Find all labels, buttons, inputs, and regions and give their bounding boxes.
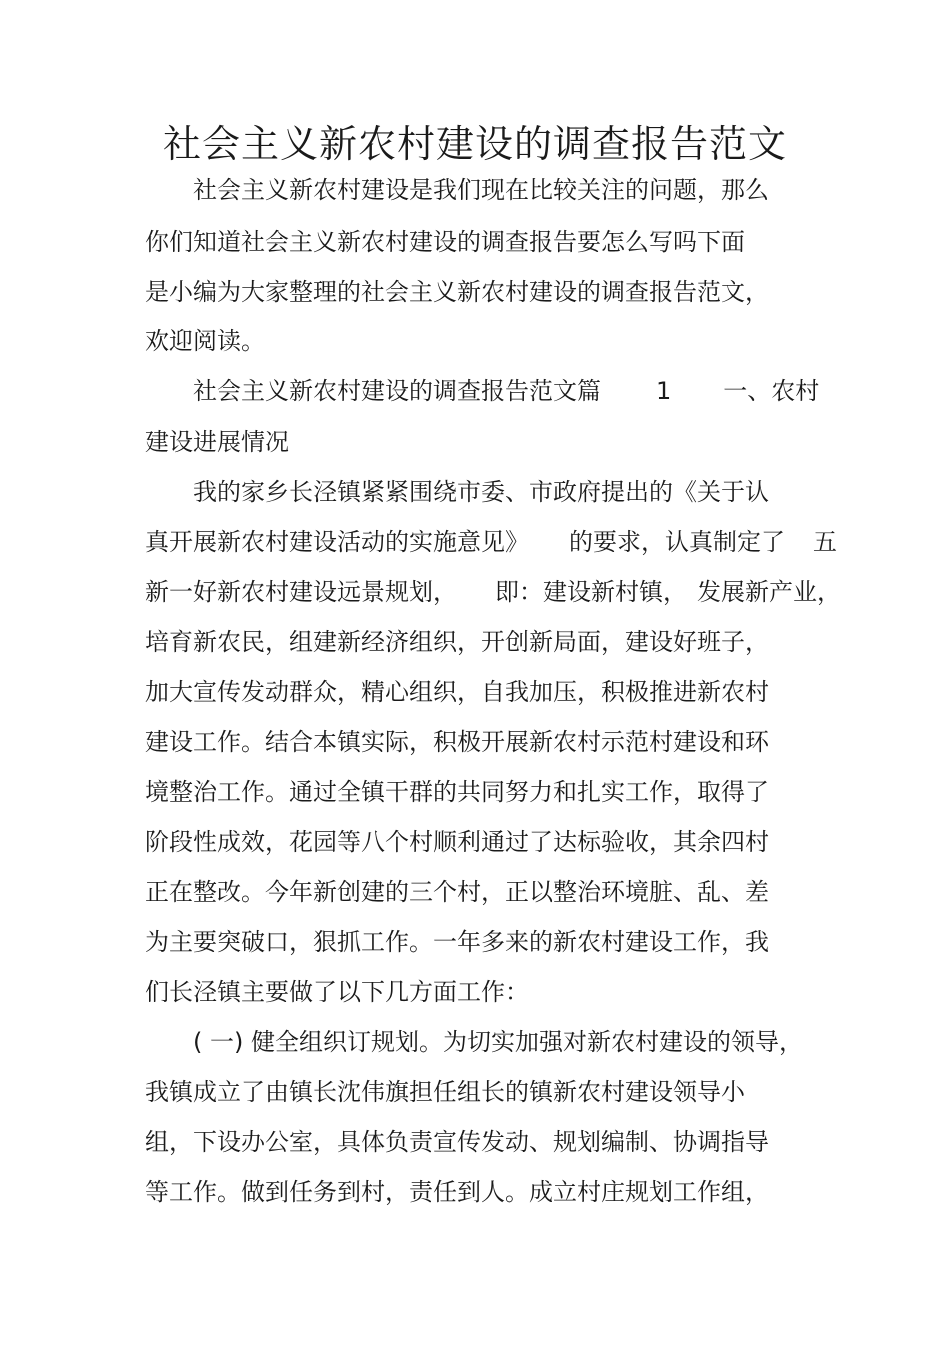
- paragraph-line: 你们知道社会主义新农村建设的调查报告要怎么写吗下面: [145, 228, 745, 256]
- paragraph-line: 加大宣传发动群众，精心组织，自我加压，积极推进新农村: [145, 678, 769, 706]
- text-segment: 即：建设新村镇，: [495, 578, 687, 606]
- paragraph-line: ( 一) 健全组织订规划。为切实加强对新农村建设的领导，: [193, 1028, 803, 1056]
- section-subheading: 一、农村: [723, 377, 820, 405]
- paragraph-line: 正在整改。今年新创建的三个村，正以整治环境脏、乱、差: [145, 878, 769, 906]
- paragraph-line: 我的家乡长泾镇紧紧围绕市委、市政府提出的《关于认: [193, 478, 769, 506]
- paragraph-line: 组，下设办公室，具体负责宣传发动、规划编制、协调指导: [145, 1128, 769, 1156]
- paragraph-line: [145, 577, 841, 607]
- paragraph-line: 建设工作。结合本镇实际，积极开展新农村示范村建设和环: [145, 728, 769, 756]
- paragraph-line: 境整治工作。通过全镇干群的共同努力和扎实工作，取得了: [145, 778, 769, 806]
- section-number: 1: [656, 377, 672, 405]
- document-title: 社会主义新农村建设的调查报告范文: [162, 122, 787, 166]
- paragraph-line: 建设进展情况: [145, 428, 289, 456]
- paragraph-line: 培育新农民，组建新经济组织，开创新局面，建设好班子，: [145, 628, 769, 656]
- paragraph-line: 社会主义新农村建设是我们现在比较关注的问题，那么: [193, 176, 769, 204]
- section-heading-text: 社会主义新农村建设的调查报告范文篇: [193, 377, 601, 405]
- paragraph-line: 等工作。做到任务到村，责任到人。成立村庄规划工作组，: [145, 1178, 769, 1206]
- paragraph-line: 们长泾镇主要做了以下几方面工作：: [145, 978, 529, 1006]
- paragraph-line: 欢迎阅读。: [145, 327, 265, 355]
- paragraph-line: 是小编为大家整理的社会主义新农村建设的调查报告范文，: [145, 278, 769, 306]
- paragraph-line: 我镇成立了由镇长沈伟旗担任组长的镇新农村建设领导小: [145, 1078, 745, 1106]
- section-heading-line: [193, 376, 819, 406]
- text-segment: 真开展新农村建设活动的实施意见》: [145, 528, 529, 556]
- text-segment: 新一好新农村建设远景规划，: [145, 578, 457, 606]
- text-segment: 五: [813, 528, 837, 556]
- paragraph-line: [145, 527, 837, 557]
- text-segment: 发展新产业，: [697, 578, 841, 606]
- paragraph-line: 阶段性成效，花园等八个村顺利通过了达标验收，其余四村: [145, 828, 769, 856]
- paragraph-line: 为主要突破口，狠抓工作。一年多来的新农村建设工作，我: [145, 928, 769, 956]
- text-segment: 的要求，认真制定了: [569, 528, 785, 556]
